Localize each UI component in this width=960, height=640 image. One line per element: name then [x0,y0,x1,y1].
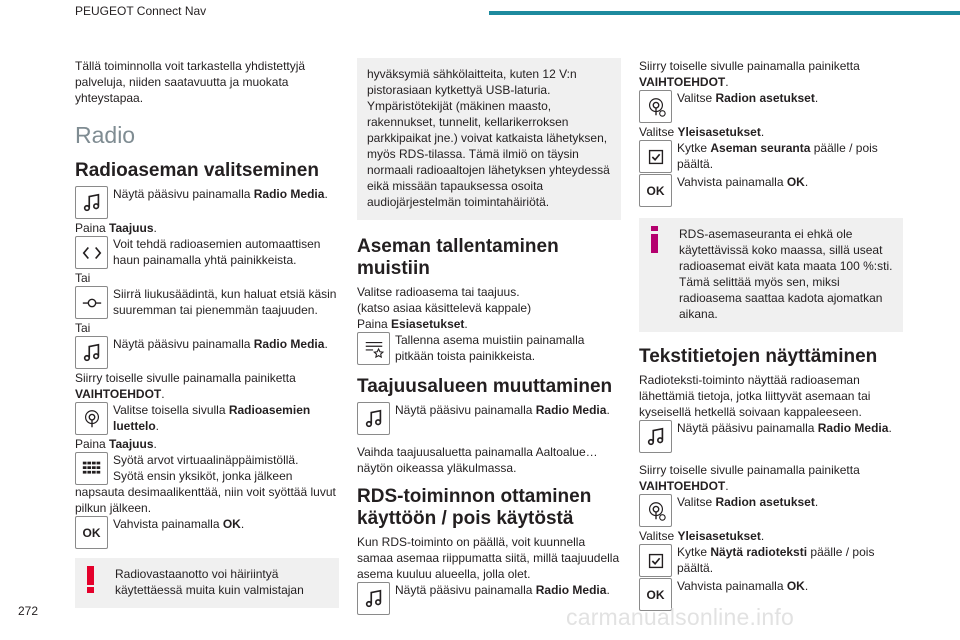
column-2: hyväksymiä sähkölaitteita, kuten 12 V:n pistorasiaan kytkettyä USB-laturia. Ympäristötekijät (mäkinen maasto, rakennukset, tunnelit, kellarikerroksen parkkipaikat jne.) voivat katkaista lähetyksen, myös RDS-tilassa. Tämä ilmiö on täysin normaali radioaaltojen lähetyksen yhteydessä eikä missään tapauksessa osoita audiojärjestelmän toimintahäiriötä. Aseman tallentaminen muistiin Valitse radioasema tai taajuus. (katso asiaa käsittelevä kappale) Paina Esiasetukset. Tallenna asema muistiin painamalla pitkään toista painikkeista. Taajuusalueen muuttaminen Näytä pääsivu painamalla Radio Media. Vaihda taajuusaluetta painamalla Aaltoalue… näytön oikeassa yläkulmassa. RDS-toiminnon ottaminen käyttöön / pois käytöstä Kun RDS-toiminto on päällä, voit kuunnella samaa asemaa riippumatta siitä, millä taajuudella asema kuuluu alueella, jolla olet. Näytä pääsivu painamalla Radio Media. [357,58,621,616]
ok-icon: OK [639,174,672,207]
checkbox-icon [639,544,672,577]
music-note-icon [357,582,390,615]
keypad-cont: napsauta desimaalikenttää, niin voit syöttää luvut pilkun jälkeen. [75,485,336,515]
step-confirm-ok-3: OK Vahvista painamalla OK. [639,578,903,612]
tai-text: Tai [75,271,91,285]
step-radio-media: Näytä pääsivu painamalla Radio Media. [75,186,339,220]
heading-change-band: Taajuusalueen muuttaminen [357,376,613,397]
keypad-icon [75,452,108,485]
step-station-list: Valitse toisella sivulla Radioasemien luettelo. [75,402,339,436]
heading-station-select: Radioaseman valitseminen [75,160,319,181]
step-radio-settings-2: Valitse Radion asetukset. [639,494,903,528]
step-auto-search: Voit tehdä radioasemien automaattisen haun painamalla yhtä painikkeista. [75,236,339,270]
step-radiotext: Kytke Näytä radioteksti päälle / pois päältä. [639,544,903,578]
siirry-text: Siirry toiselle sivulle painamalla painiketta VAIHTOEHDOT. [75,371,296,401]
checkbox-icon [639,140,672,173]
column-1 [75,58,339,608]
radio-settings-icon [639,90,672,123]
step-text-radio-media: Näytä pääsivu painamalla Radio Media. [639,420,903,454]
slider-icon [75,286,108,319]
step-confirm-ok-2: OK Vahvista painamalla OK. [639,174,903,208]
step-confirm-ok: OK Vahvista painamalla OK. [75,516,339,550]
ok-icon: OK [75,516,108,549]
warning-icon [87,566,94,593]
header-title: PEUGEOT Connect Nav [75,4,207,18]
watermark: carmanualsonline.info [566,604,794,630]
page-number: 272 [18,604,39,618]
header-accent-bar [489,11,960,15]
radio-station-icon [75,402,108,435]
step-save-preset: Tallenna asema muistiin painamalla pitkään toista painikkeista. [357,332,621,366]
radio-settings-icon [639,494,672,527]
step-band-radio-media: Näytä pääsivu painamalla Radio Media. [357,402,621,436]
music-note-icon [75,336,108,369]
intro-text: Tällä toiminnolla voit tarkastella yhdistettyjä palveluja, niiden saatavuutta ja muokata yhteystapaa. [75,59,306,105]
star-list-icon [357,332,390,365]
step-radio-media-2: Näytä pääsivu painamalla Radio Media. [75,336,339,370]
heading-save-station: Aseman tallentaminen muistiin [357,236,559,279]
music-note-icon [357,402,390,435]
warning-box-continued: hyväksymiä sähkölaitteita, kuten 12 V:n pistorasiaan kytkettyä USB-laturia. Ympäristötekijät (mäkinen maasto, rakennukset, tunnelit, kellarikerroksen parkkipaikat jne.) voivat katkaista lähetyksen, myös RDS-tilassa. Tämä ilmiö on täysin normaali radioaaltojen lähetyksen yhteydessä eikä missään tapauksessa osoita audiojärjestelmän toimintahäiriötä. [357,58,621,220]
step-keypad: Syötä arvot virtuaalinäppäimistöllä. Syötä ensin yksiköt, jonka jälkeen [75,452,339,486]
music-note-icon [639,420,672,453]
tai-text-2: Tai [75,321,91,335]
step-radio-settings: Valitse Radion asetukset. [639,90,903,124]
step-slider: Siirrä liukusäädintä, kun haluat etsiä käsin suuremman tai pienemmän taajuuden. [75,286,339,320]
warning-box: Radiovastaanotto voi häiriintyä käytettäessä muita kuin valmistajan [75,558,339,608]
step-rds-radio-media: Näytä pääsivu painamalla Radio Media. [357,582,621,616]
ok-icon: OK [639,578,672,611]
step-station-follow: Kytke Aseman seuranta päälle / pois päältä. [639,140,903,174]
info-box: RDS-asemaseuranta ei ehkä ole käytettävissä koko maassa, sillä useat radioasemat eivät kata maata 100 %:sti. Tämä selittää myös sen, miksi radioasema saattaa kadota ajomatkan aikana. [639,218,903,332]
heading-text-info: Tekstitietojen näyttäminen [639,346,878,367]
music-note-icon [75,186,108,219]
heading-rds: RDS-toiminnon ottaminen käyttöön / pois käytöstä [357,486,592,529]
section-title: Radio [75,122,136,148]
paina-taajuus: Paina Taajuus. [75,221,157,235]
chevrons-icon [75,236,108,269]
paina-taajuus-2: Paina Taajuus. [75,437,157,451]
column-3: Siirry toiselle sivulle painamalla painiketta VAIHTOEHDOT. Valitse Radion asetukset. Valitse Yleisasetukset. Kytke Aseman seuranta päälle / pois päältä. OK Vahvista painamalla OK. RDS-asemaseuranta ei ehkä ole käytettävissä koko maassa, sillä useat radioasemat eivät kata maata 100 %:sti. Tämä selittää myös sen, miksi radioasema saattaa kadota ajomatkan aikana. Tekstitietojen näyttäminen Radioteksti-toiminto näyttää radioaseman lähettämiä tietoja, jotka liittyvät asemaan tai kyseisellä hetkellä soivaan kappaleeseen. Näytä pääsivu painamalla Radio Media. Siirry toiselle sivulle painamalla painiketta VAIHTOEHDOT. Valitse Radion asetukset. Valitse Yleisasetukset. Kytke Näytä radioteksti päälle / pois päältä. OK Vahvista painamalla OK. [639,58,903,612]
info-icon [651,226,658,253]
